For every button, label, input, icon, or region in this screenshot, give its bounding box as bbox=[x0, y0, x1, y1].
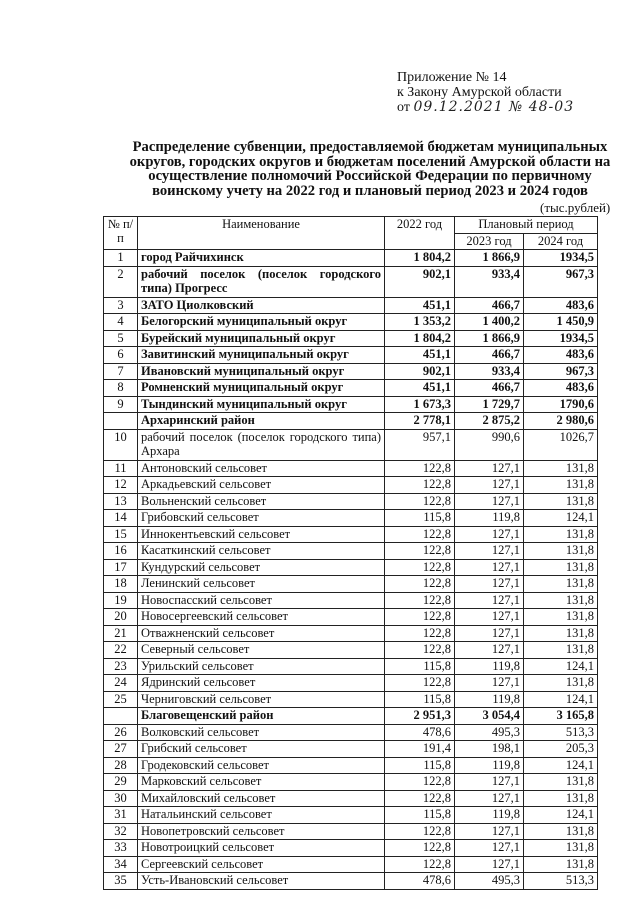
header-name: Наименование bbox=[138, 217, 385, 250]
table-row bbox=[104, 658, 598, 675]
value-2022: 122,8 bbox=[385, 477, 455, 494]
value-2023: 127,1 bbox=[455, 823, 524, 840]
value-2022: 122,8 bbox=[385, 642, 455, 659]
table-row bbox=[104, 708, 598, 725]
row-number: 34 bbox=[104, 856, 138, 873]
value-2024: 131,8 bbox=[524, 856, 598, 873]
value-2024: 967,3 bbox=[524, 363, 598, 380]
table-row bbox=[104, 625, 598, 642]
value-2023: 127,1 bbox=[455, 774, 524, 791]
units-label: (тыс.рублей) bbox=[540, 200, 611, 215]
value-2022: 115,8 bbox=[385, 807, 455, 824]
row-number: 32 bbox=[104, 823, 138, 840]
row-name: рабочий поселок (поселок городского типа) Архара bbox=[138, 429, 385, 460]
row-number: 25 bbox=[104, 691, 138, 708]
header-2024: 2024 год bbox=[524, 233, 598, 250]
value-2024: 131,8 bbox=[524, 493, 598, 510]
value-2022: 902,1 bbox=[385, 266, 455, 297]
row-number: 22 bbox=[104, 642, 138, 659]
value-2022: 1 353,2 bbox=[385, 314, 455, 331]
row-name: Сергеевский сельсовет bbox=[138, 856, 385, 873]
value-2024: 124,1 bbox=[524, 691, 598, 708]
row-name: Новосергеевский сельсовет bbox=[138, 609, 385, 626]
value-2023: 127,1 bbox=[455, 840, 524, 857]
row-name: Тындинский муниципальный округ bbox=[138, 396, 385, 413]
row-name: Отважненский сельсовет bbox=[138, 625, 385, 642]
value-2023: 495,3 bbox=[455, 724, 524, 741]
value-2023: 127,1 bbox=[455, 576, 524, 593]
table-row bbox=[104, 757, 598, 774]
table-row bbox=[104, 774, 598, 791]
row-name: Касаткинский сельсовет bbox=[138, 543, 385, 560]
table-row bbox=[104, 741, 598, 758]
row-number: 7 bbox=[104, 363, 138, 380]
value-2024: 131,8 bbox=[524, 526, 598, 543]
row-name: Гродековский сельсовет bbox=[138, 757, 385, 774]
value-2023: 466,7 bbox=[455, 347, 524, 364]
header-2022: 2022 год bbox=[385, 217, 455, 250]
value-2022: 902,1 bbox=[385, 363, 455, 380]
row-name: Аркадьевский сельсовет bbox=[138, 477, 385, 494]
row-name: Грибский сельсовет bbox=[138, 741, 385, 758]
row-number: 3 bbox=[104, 297, 138, 314]
row-name: Завитинский муниципальный округ bbox=[138, 347, 385, 364]
row-number: 18 bbox=[104, 576, 138, 593]
row-name: Антоновский сельсовет bbox=[138, 460, 385, 477]
value-2022: 122,8 bbox=[385, 493, 455, 510]
row-number: 29 bbox=[104, 774, 138, 791]
row-name: Михайловский сельсовет bbox=[138, 790, 385, 807]
row-number: 31 bbox=[104, 807, 138, 824]
row-number: 16 bbox=[104, 543, 138, 560]
row-name: ЗАТО Циолковский bbox=[138, 297, 385, 314]
value-2022: 122,8 bbox=[385, 840, 455, 857]
subvention-table bbox=[103, 216, 598, 890]
value-2022: 122,8 bbox=[385, 823, 455, 840]
handwritten-date-number: 09.12.2021 № 48-03 bbox=[413, 99, 575, 115]
value-2023: 127,1 bbox=[455, 493, 524, 510]
title-line: осуществление полномочий Российской Федерации по первичному bbox=[148, 168, 592, 185]
value-2024: 131,8 bbox=[524, 823, 598, 840]
row-name: город Райчихинск bbox=[138, 250, 385, 267]
value-2022: 451,1 bbox=[385, 297, 455, 314]
value-2023: 1 866,9 bbox=[455, 330, 524, 347]
row-number: 2 bbox=[104, 266, 138, 297]
table-row bbox=[104, 347, 598, 364]
value-2024: 131,8 bbox=[524, 642, 598, 659]
value-2022: 122,8 bbox=[385, 675, 455, 692]
row-number: 21 bbox=[104, 625, 138, 642]
value-2024: 124,1 bbox=[524, 510, 598, 527]
table-row bbox=[104, 314, 598, 331]
annex-header bbox=[397, 70, 574, 115]
value-2023: 127,1 bbox=[455, 609, 524, 626]
row-name: Белогорский муниципальный округ bbox=[138, 314, 385, 331]
value-2024: 1790,6 bbox=[524, 396, 598, 413]
value-2023: 119,8 bbox=[455, 658, 524, 675]
row-number: 23 bbox=[104, 658, 138, 675]
value-2023: 1 400,2 bbox=[455, 314, 524, 331]
value-2023: 127,1 bbox=[455, 559, 524, 576]
table-row bbox=[104, 460, 598, 477]
table-row bbox=[104, 413, 598, 430]
table-row bbox=[104, 543, 598, 560]
value-2023: 127,1 bbox=[455, 543, 524, 560]
table-row bbox=[104, 691, 598, 708]
value-2024: 124,1 bbox=[524, 807, 598, 824]
value-2024: 131,8 bbox=[524, 559, 598, 576]
value-2023: 127,1 bbox=[455, 856, 524, 873]
value-2023: 119,8 bbox=[455, 691, 524, 708]
header-planned-period: Плановый период bbox=[455, 217, 598, 234]
value-2023: 990,6 bbox=[455, 429, 524, 460]
value-2023: 127,1 bbox=[455, 477, 524, 494]
value-2024: 483,6 bbox=[524, 347, 598, 364]
row-number bbox=[104, 708, 138, 725]
value-2023: 3 054,4 bbox=[455, 708, 524, 725]
value-2022: 451,1 bbox=[385, 347, 455, 364]
table-row bbox=[104, 250, 598, 267]
value-2024: 131,8 bbox=[524, 477, 598, 494]
table-row bbox=[104, 642, 598, 659]
row-number: 4 bbox=[104, 314, 138, 331]
row-number: 12 bbox=[104, 477, 138, 494]
value-2023: 933,4 bbox=[455, 266, 524, 297]
row-name: Черниговский сельсовет bbox=[138, 691, 385, 708]
value-2022: 122,8 bbox=[385, 543, 455, 560]
title-line: воинскому учету на 2022 год и плановый период 2023 и 2024 годов bbox=[152, 182, 588, 199]
table-row bbox=[104, 477, 598, 494]
value-2024: 131,8 bbox=[524, 576, 598, 593]
title-line: округов, городских округов и бюджетам поселений Амурской области на bbox=[129, 153, 611, 170]
row-name: рабочий поселок (поселок городского типа) Прогресс bbox=[138, 266, 385, 297]
value-2022: 478,6 bbox=[385, 724, 455, 741]
table-row bbox=[104, 363, 598, 380]
value-2024: 3 165,8 bbox=[524, 708, 598, 725]
value-2023: 198,1 bbox=[455, 741, 524, 758]
table-row bbox=[104, 724, 598, 741]
row-number bbox=[104, 413, 138, 430]
header-num: № п/п bbox=[104, 217, 138, 250]
value-2024: 1934,5 bbox=[524, 250, 598, 267]
row-number: 27 bbox=[104, 741, 138, 758]
value-2023: 466,7 bbox=[455, 380, 524, 397]
value-2022: 191,4 bbox=[385, 741, 455, 758]
value-2024: 1 450,9 bbox=[524, 314, 598, 331]
row-name: Архаринский район bbox=[138, 413, 385, 430]
value-2024: 1026,7 bbox=[524, 429, 598, 460]
value-2022: 122,8 bbox=[385, 856, 455, 873]
value-2022: 2 951,3 bbox=[385, 708, 455, 725]
row-number: 17 bbox=[104, 559, 138, 576]
value-2023: 466,7 bbox=[455, 297, 524, 314]
value-2022: 1 673,3 bbox=[385, 396, 455, 413]
row-number: 19 bbox=[104, 592, 138, 609]
value-2022: 115,8 bbox=[385, 691, 455, 708]
table-row bbox=[104, 396, 598, 413]
annex-number: Приложение № 14 bbox=[397, 70, 507, 85]
row-name: Ленинский сельсовет bbox=[138, 576, 385, 593]
table-row bbox=[104, 576, 598, 593]
value-2024: 513,3 bbox=[524, 724, 598, 741]
table-row bbox=[104, 823, 598, 840]
row-name: Волковский сельсовет bbox=[138, 724, 385, 741]
table-row bbox=[104, 856, 598, 873]
value-2024: 483,6 bbox=[524, 297, 598, 314]
value-2022: 1 804,2 bbox=[385, 250, 455, 267]
value-2023: 127,1 bbox=[455, 460, 524, 477]
row-name: Ивановский муниципальный округ bbox=[138, 363, 385, 380]
annex-law: к Закону Амурской области bbox=[397, 85, 562, 100]
header-2023: 2023 год bbox=[455, 233, 524, 250]
value-2024: 131,8 bbox=[524, 840, 598, 857]
row-name: Усть-Ивановский сельсовет bbox=[138, 873, 385, 890]
value-2024: 513,3 bbox=[524, 873, 598, 890]
value-2022: 115,8 bbox=[385, 757, 455, 774]
row-name: Урильский сельсовет bbox=[138, 658, 385, 675]
table-row bbox=[104, 330, 598, 347]
value-2024: 131,8 bbox=[524, 592, 598, 609]
table-row bbox=[104, 609, 598, 626]
value-2023: 127,1 bbox=[455, 592, 524, 609]
table-row bbox=[104, 380, 598, 397]
value-2023: 1 866,9 bbox=[455, 250, 524, 267]
value-2024: 131,8 bbox=[524, 609, 598, 626]
row-number: 33 bbox=[104, 840, 138, 857]
value-2024: 967,3 bbox=[524, 266, 598, 297]
row-number: 5 bbox=[104, 330, 138, 347]
value-2023: 127,1 bbox=[455, 790, 524, 807]
value-2023: 119,8 bbox=[455, 757, 524, 774]
table-row bbox=[104, 790, 598, 807]
value-2023: 127,1 bbox=[455, 675, 524, 692]
table-row bbox=[104, 840, 598, 857]
value-2022: 122,8 bbox=[385, 609, 455, 626]
row-name: Бурейский муниципальный округ bbox=[138, 330, 385, 347]
table-row bbox=[104, 675, 598, 692]
value-2024: 1934,5 bbox=[524, 330, 598, 347]
row-number: 14 bbox=[104, 510, 138, 527]
table-row bbox=[104, 266, 598, 297]
value-2024: 131,8 bbox=[524, 790, 598, 807]
table-row bbox=[104, 510, 598, 527]
value-2023: 495,3 bbox=[455, 873, 524, 890]
document-title bbox=[100, 140, 640, 198]
table-row bbox=[104, 559, 598, 576]
value-2024: 2 980,6 bbox=[524, 413, 598, 430]
table-row bbox=[104, 526, 598, 543]
value-2022: 122,8 bbox=[385, 576, 455, 593]
row-number: 24 bbox=[104, 675, 138, 692]
value-2024: 131,8 bbox=[524, 675, 598, 692]
row-number: 28 bbox=[104, 757, 138, 774]
value-2024: 124,1 bbox=[524, 757, 598, 774]
value-2022: 122,8 bbox=[385, 625, 455, 642]
row-number: 1 bbox=[104, 250, 138, 267]
table-row bbox=[104, 807, 598, 824]
annex-date-prefix: от bbox=[397, 100, 410, 115]
row-name: Марковский сельсовет bbox=[138, 774, 385, 791]
value-2023: 2 875,2 bbox=[455, 413, 524, 430]
row-name: Ядринский сельсовет bbox=[138, 675, 385, 692]
value-2023: 119,8 bbox=[455, 510, 524, 527]
row-name: Грибовский сельсовет bbox=[138, 510, 385, 527]
row-name: Новоспасский сельсовет bbox=[138, 592, 385, 609]
row-number: 30 bbox=[104, 790, 138, 807]
row-number: 9 bbox=[104, 396, 138, 413]
value-2022: 115,8 bbox=[385, 658, 455, 675]
value-2024: 131,8 bbox=[524, 774, 598, 791]
value-2023: 119,8 bbox=[455, 807, 524, 824]
value-2022: 451,1 bbox=[385, 380, 455, 397]
row-number: 11 bbox=[104, 460, 138, 477]
value-2022: 122,8 bbox=[385, 460, 455, 477]
row-name: Ромненский муниципальный округ bbox=[138, 380, 385, 397]
title-line: Распределение субвенции, предоставляемой бюджетам муниципальных bbox=[132, 139, 608, 155]
value-2022: 122,8 bbox=[385, 774, 455, 791]
row-number: 15 bbox=[104, 526, 138, 543]
row-name: Кундурский сельсовет bbox=[138, 559, 385, 576]
value-2024: 205,3 bbox=[524, 741, 598, 758]
row-name: Новопетровский сельсовет bbox=[138, 823, 385, 840]
value-2024: 124,1 bbox=[524, 658, 598, 675]
value-2023: 127,1 bbox=[455, 526, 524, 543]
table-row bbox=[104, 493, 598, 510]
row-name: Натальинский сельсовет bbox=[138, 807, 385, 824]
value-2024: 131,8 bbox=[524, 543, 598, 560]
value-2023: 127,1 bbox=[455, 625, 524, 642]
row-number: 35 bbox=[104, 873, 138, 890]
table-row bbox=[104, 592, 598, 609]
value-2022: 2 778,1 bbox=[385, 413, 455, 430]
row-number: 6 bbox=[104, 347, 138, 364]
row-number: 10 bbox=[104, 429, 138, 460]
value-2022: 122,8 bbox=[385, 790, 455, 807]
value-2022: 115,8 bbox=[385, 510, 455, 527]
value-2022: 122,8 bbox=[385, 526, 455, 543]
row-number: 13 bbox=[104, 493, 138, 510]
table-row bbox=[104, 429, 598, 460]
value-2022: 1 804,2 bbox=[385, 330, 455, 347]
value-2024: 483,6 bbox=[524, 380, 598, 397]
row-number: 8 bbox=[104, 380, 138, 397]
value-2022: 122,8 bbox=[385, 559, 455, 576]
value-2024: 131,8 bbox=[524, 460, 598, 477]
value-2023: 933,4 bbox=[455, 363, 524, 380]
row-name: Новотроицкий сельсовет bbox=[138, 840, 385, 857]
value-2024: 131,8 bbox=[524, 625, 598, 642]
row-name: Иннокентьевский сельсовет bbox=[138, 526, 385, 543]
row-number: 26 bbox=[104, 724, 138, 741]
annex-date-line bbox=[397, 100, 574, 115]
value-2022: 957,1 bbox=[385, 429, 455, 460]
value-2023: 127,1 bbox=[455, 642, 524, 659]
row-name: Вольненский сельсовет bbox=[138, 493, 385, 510]
row-name: Благовещенский район bbox=[138, 708, 385, 725]
value-2022: 122,8 bbox=[385, 592, 455, 609]
value-2022: 478,6 bbox=[385, 873, 455, 890]
table-row bbox=[104, 873, 598, 890]
row-number: 20 bbox=[104, 609, 138, 626]
value-2023: 1 729,7 bbox=[455, 396, 524, 413]
row-name: Северный сельсовет bbox=[138, 642, 385, 659]
table-row bbox=[104, 297, 598, 314]
table-body bbox=[104, 250, 598, 890]
